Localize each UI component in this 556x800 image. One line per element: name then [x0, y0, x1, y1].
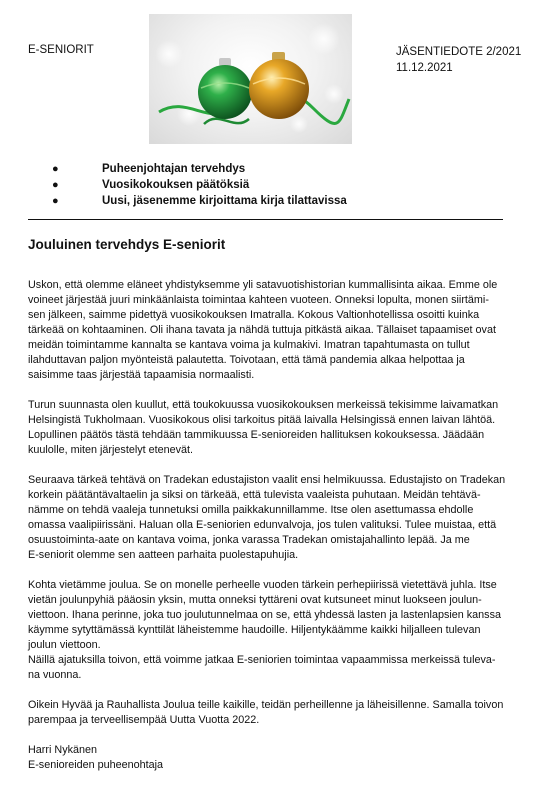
- article-title: Jouluinen tervehdys E-seniorit: [28, 237, 226, 252]
- signature: [28, 743, 526, 773]
- paragraph: [28, 398, 526, 458]
- text-line: omassa vaalipiirissäni. Haluan olla E-seniorien edunvalvoja, jos tulen valituksi. Tulee muistaa, että: [28, 519, 497, 531]
- text-line: Helsingistä Tukholmaan. Vuosikokous olisi tarkoitus pitää laivalla Helsingissä ennen laivan lähtöä.: [28, 414, 496, 426]
- text-line: Näillä ajatuksilla toivon, että voimme jatkaa E-seniorien toimintaa vapaammissa merkeissä tuleva-: [28, 654, 496, 666]
- paragraph: [28, 473, 526, 563]
- text-line: Turun suunnasta olen kuullut, että toukokuussa vuosikokouksen merkeissä tekisimme laivamatkan: [28, 399, 499, 411]
- signature-name: Harri Nykänen: [28, 744, 98, 756]
- text-line: vietän joulunpyhiä pääosin yksin, mutta onneksi tyttäreni ovat kutsuneet minut luokseen joulun-: [28, 594, 482, 606]
- text-line: Lopullinen päätös tästä tehdään tammikuussa E-senioreiden hallituksen kokouksessa. Jäädään: [28, 429, 485, 441]
- gold-ornament: [249, 52, 309, 119]
- bullet-icon: ●: [52, 163, 59, 175]
- paragraph: [28, 578, 526, 683]
- text-line: meidän toimintamme kannalta se kantava voima ja kulmakivi. Imatran tapahtumasta on tullut: [28, 339, 470, 351]
- toc-item: [0, 195, 556, 211]
- divider: [28, 219, 503, 220]
- text-line: kuulolle, miten järjestelyt etenevät.: [28, 444, 194, 456]
- text-line: Oikein Hyvää ja Rauhallista Joulua teille kaikille, teidän perheillenne ja läheisillenne. Samalla toivon: [28, 699, 504, 711]
- text-line: nämme on tehdä vaaleja tunnetuksi omilla paikkakunnillamme. Itse olen asettumassa ehdolle: [28, 504, 474, 516]
- text-line: voineet järjestää juuri minkäänlaista toimintaa kahteen vuoteen. Onneksi lopulta, monen siirtämi-: [28, 294, 489, 306]
- text-line: saisimme taas järjestää tapaamisia normaalisti.: [28, 369, 255, 381]
- issue-date: 11.12.2021: [396, 62, 453, 74]
- paragraph: [28, 278, 526, 383]
- paragraph: [28, 698, 526, 728]
- newsletter-info: [396, 44, 521, 76]
- toc-item-label: Vuosikokouksen päätöksiä: [102, 179, 250, 191]
- text-line: Kohta vietämme joulua. Se on monelle perheelle vuoden tärkein perhepiirissä vietettävä juhla. Itse: [28, 579, 497, 591]
- signature-role: E-senioreiden puheenohtaja: [28, 759, 164, 771]
- text-line: E-seniorit olemme sen aatteen parhaita puolestapuhujia.: [28, 549, 299, 561]
- text-line: korkein päätäntävaltaelin ja siksi on tärkeää, että tulevista vaaleista puhutaan. Meidän tehtävä-: [28, 489, 481, 501]
- toc-item-label: Puheenjohtajan tervehdys: [102, 163, 246, 175]
- text-line: ilahduttavan paljon myönteistä palautetta. Toivotaan, että tämä pandemia alkaa helpottaa ja: [28, 354, 465, 366]
- text-line: tärkeää on kohtaaminen. Oli ihana tavata ja nähdä tuttuja pitkästä aikaa. Tällaiset tapaamiset ovat: [28, 324, 496, 336]
- text-line: sen jälkeen, saimme pidettyä vuosikokouksen Imatralla. Kokous Valtionhotellissa osoitti kuinka: [28, 309, 480, 321]
- bullet-icon: ●: [52, 179, 59, 191]
- christmas-ornaments-image: [149, 14, 352, 144]
- article-body: [28, 278, 526, 773]
- table-of-contents: [0, 163, 556, 211]
- green-ornament: [198, 58, 252, 119]
- bokeh-lights: [155, 23, 344, 133]
- bullet-icon: ●: [52, 195, 59, 207]
- issue-number: JÄSENTIEDOTE 2/2021: [396, 46, 522, 58]
- toc-item-label: Uusi, jäsenemme kirjoittama kirja tilattavissa: [102, 195, 347, 207]
- ribbon-curl: [204, 119, 249, 124]
- toc-item: [0, 179, 556, 195]
- organization-name: E-SENIORIT: [28, 44, 94, 56]
- text-line: Uskon, että olemme eläneet yhdistyksemme yli satavuotishistorian kummallisinta aikaa. Emme ole: [28, 279, 498, 291]
- text-line: joulun viettoon.: [28, 639, 101, 651]
- text-line: na vuonna.: [28, 669, 82, 681]
- toc-item: [0, 163, 556, 179]
- text-line: viettoon. Ihana perinne, joka tuo joulutunnelmaa on se, että yhdessä lasten ja lastenlapsien kanssa: [28, 609, 501, 621]
- text-line: käymme sytyttämässä kynttilät läheistemme haudoille. Hiljentykäämme kaikki hiljalleen tulevan: [28, 624, 481, 636]
- text-line: parempaa ja terveellisempää Uutta Vuotta 2022.: [28, 714, 260, 726]
- text-line: Seuraava tärkeä tehtävä on Tradekan edustajiston vaalit ensi helmikuussa. Edustajisto on Tradekan: [28, 474, 506, 486]
- text-line: osuustoiminta-aate on kantava voima, jonka varassa Tradekan omistajahallinto lepää. Ja me: [28, 534, 470, 546]
